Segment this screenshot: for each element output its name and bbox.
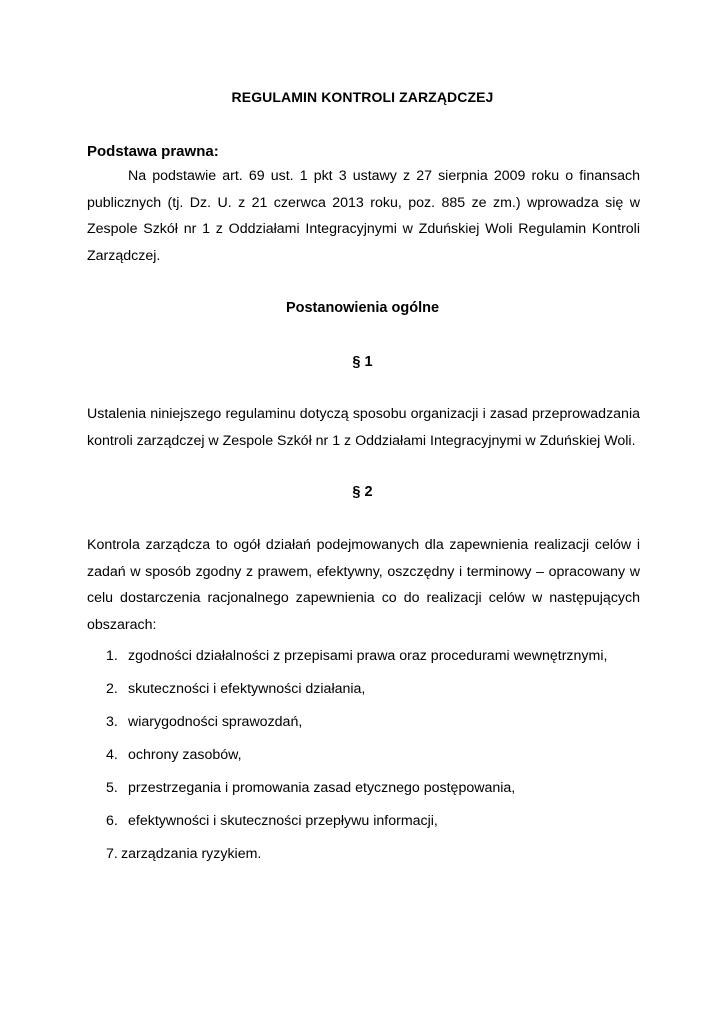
- list-item: [106, 678, 607, 711]
- list-item: [106, 711, 607, 744]
- list-item-text: zgodności działalności z przepisami prawa oraz procedurami wewnętrznymi,: [128, 648, 608, 664]
- document-title: REGULAMIN KONTROLI ZARZĄDCZEJ: [231, 89, 494, 105]
- list-item-number: 2.: [106, 681, 118, 697]
- list-item-text: efektywności i skuteczności przepływu informacji,: [128, 813, 438, 829]
- list-item-text: wiarygodności sprawozdań,: [128, 714, 303, 730]
- list-item: [106, 744, 607, 777]
- list-item: [106, 645, 607, 678]
- section-1-paragraph: Ustalenia niniejszego regulaminu dotyczą sposobu organizacji i zasad przeprowadzania kontroli zarządczej w Zespole Szkół nr 1 z Oddziałami Integracyjnymi w Zduńskiej Woli.: [87, 406, 640, 449]
- list-item-text: skuteczności i efektywności działania,: [128, 681, 366, 697]
- section-1-heading: § 1: [352, 354, 373, 370]
- list-item-number: 4.: [106, 747, 118, 763]
- list-item: [106, 810, 607, 843]
- list-item-number: 3.: [106, 714, 118, 730]
- list-item: [106, 843, 607, 876]
- list-item-number: 6.: [106, 813, 118, 829]
- list-item-text: przestrzegania i promowania zasad etycznego postępowania,: [128, 780, 516, 796]
- section-2-paragraph: Kontrola zarządcza to ogół działań podejmowanych dla zapewnienia realizacji celów i zadań w sposób zgodny z prawem, efektywny, oszczędny i terminowy – opracowany w celu dostarczenia racjonalnego zapewnienia co do realizacji celów w następujących obszarach:: [87, 537, 640, 633]
- list-item-text: ochrony zasobów,: [128, 747, 242, 763]
- list-item-text: zarządzania ryzykiem.: [121, 846, 262, 862]
- section-2-heading: § 2: [352, 484, 373, 500]
- general-provisions-heading: Postanowienia ogólne: [285, 300, 440, 316]
- list-item: [106, 777, 607, 810]
- list-item-number: 1.: [106, 648, 118, 664]
- list-item-number: 5.: [106, 780, 118, 796]
- legal-basis-paragraph: Na podstawie art. 69 ust. 1 pkt 3 ustawy z 27 sierpnia 2009 roku o finansach publicznych (tj. Dz. U. z 21 czerwca 2013 roku, poz. 885 ze zm.) wprowadza się w Zespole Szkół nr 1 z Oddziałami Integracyjnymi w Zduńskiej Woli Regulamin Kontroli Zarządczej.: [87, 168, 640, 264]
- legal-basis-heading: Podstawa prawna:: [87, 143, 219, 160]
- list-item-number: 7.: [106, 846, 118, 862]
- control-areas-list: [106, 645, 607, 876]
